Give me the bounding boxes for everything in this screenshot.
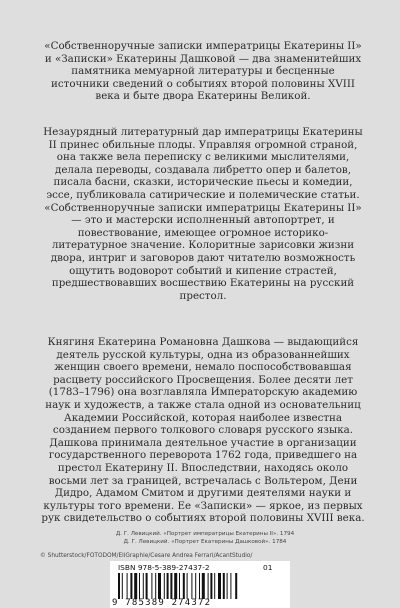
barcode-bar (191, 573, 192, 599)
barcode-bar (143, 573, 144, 599)
barcode-bar (202, 573, 205, 599)
barcode-bar (223, 573, 225, 599)
isbn-label: ISBN 978-5-389-27437-2 (118, 563, 210, 572)
barcode-bar (118, 573, 120, 599)
barcode-bar (122, 573, 123, 599)
barcode-bar (187, 573, 188, 599)
barcode-bar (230, 573, 231, 599)
barcode-bar (170, 573, 172, 599)
barcode-bar (130, 573, 132, 599)
barcode-icon (118, 573, 284, 599)
barcode-bar (210, 573, 212, 599)
barcode-bar (146, 573, 148, 599)
annotation-paragraph-intro: «Собственноручные записки императрицы Екатерины II» и «Записки» Екатерины Дашковой — два знаменитейших памятника мемуарной литературы и бесценные источники сведений о событиях второй половины XVIII века и быте двора Екатерины Великой. (44, 40, 362, 103)
barcode-bar (174, 573, 177, 599)
barcode-bar (151, 573, 152, 599)
barcode-bar (127, 573, 128, 599)
barcode-digits: 9 785389 274372 (112, 598, 212, 608)
photo-credit: © Shutterstock/FOTODOM/EliGraphie/Cesare Andrea Ferrari/AcantStudio/ (40, 553, 253, 559)
barcode-bar (183, 573, 185, 599)
barcode-bar (218, 573, 221, 599)
annotation-paragraph-dashkova: Княгиня Екатерина Романовна Дашкова — выдающийся деятель русской культуры, одна из образованнейших женщин своего времени, немало поспособствовавшая расцвету российского Просвещения. Более десяти лет (1783–1796) она возглавляла Императорскую академию наук и художеств, а также стала одной из основательниц Академии Российской, которая наиболее известна созданием первого толкового словаря русского языка. Дашкова принимала деятельное участие в организации государственного переворота 1762 года, приведшего на престол Екатерину II. Впоследствии, находясь около восьми лет за границей, встречалась с Вольтером, Дени Дидро, Адамом Смитом и другими деятелями науки и культуры того времени. Ее «Записки» — яркое, из первых рук свидетельство о событиях второй половины XVIII века. (41, 336, 365, 525)
barcode-bar (199, 573, 200, 599)
barcode-bar (164, 573, 165, 599)
barcode-bar (134, 573, 137, 599)
barcode-bar (208, 573, 209, 599)
barcode-bar (214, 573, 215, 599)
barcode-bar (227, 573, 228, 599)
isbn-addon: 01 (263, 563, 273, 572)
barcode-bar (235, 573, 237, 599)
barcode-bar (139, 573, 140, 599)
barcode-bar (195, 573, 196, 599)
barcode-bar (167, 573, 169, 599)
barcode-bar (155, 573, 156, 599)
annotation-paragraph-catherine: Незаурядный литературный дар императрицы Екатерины II принес обильные плоды. Управляя огромной страной, она также вела переписку с великими мыслителями, делала переводы, создавала либретто опер и балетов, писала басни, сказки, исторические пьесы и комедии, эссе, публиковала сатирические и полемические статьи. «Собственноручные записки императрицы Екатерины II» — это и мастерски исполненный автопортрет, и повествование, имеющее огромное историко-литературное значение. Колоритные зарисовки жизни двора, интриг и заговоров дают читателю возможность ощутить водоворот событий и кипение страстей, предшествовавших восшествию Екатерины на русский престол. (43, 126, 363, 302)
barcode-bar (179, 573, 180, 599)
barcode-bar (158, 573, 161, 599)
credit-line: Д. Г. Левицкий. «Портрет Екатерины Дашковой». 1784 (123, 539, 287, 545)
illustration-credits (80, 530, 330, 546)
credit-line: Д. Г. Левицкий. «Портрет императрицы Екатерины II». 1794 (115, 531, 295, 537)
